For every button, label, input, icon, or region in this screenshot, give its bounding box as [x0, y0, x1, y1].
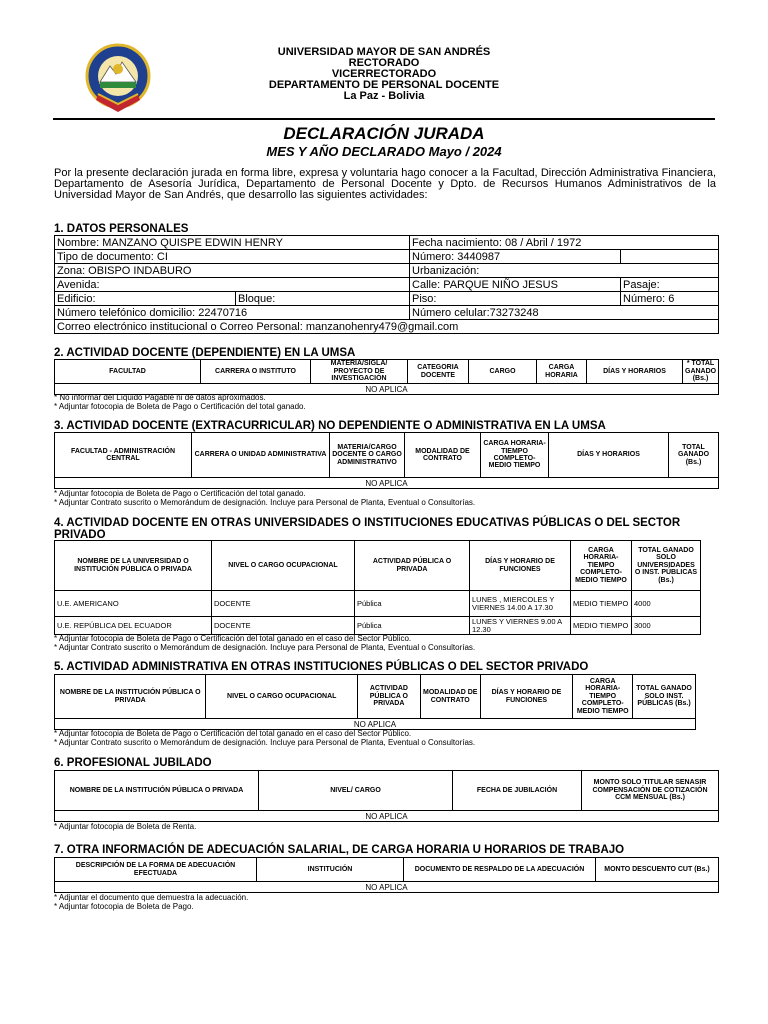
field-numero: Número: 6 — [621, 292, 719, 306]
no-aplica: NO APLICA — [55, 719, 696, 730]
col-header: ACTIVIDAD PÚBLICA O PRIVADA — [357, 675, 420, 719]
col-header: INSTITUCIÓN — [257, 858, 404, 882]
section-6-title: 6. PROFESIONAL JUBILADO — [54, 757, 212, 769]
col-header: DÍAS Y HORARIOS — [549, 433, 669, 478]
col-header: ACTIVIDAD PÚBLICA O PRIVADA — [355, 541, 470, 591]
note: * Adjuntar fotocopia de Boleta de Pago o Certificación del total ganado en el caso del Sector Público. — [54, 634, 412, 643]
col-header: NOMBRE DE LA INSTITUCIÓN PÚBLICA O PRIVADA — [55, 771, 259, 811]
field-tipo-documento: Tipo de documento: CI — [55, 250, 410, 264]
col-header: MODALIDAD DE CONTRATO — [405, 433, 481, 478]
note: * Adjuntar fotocopia de Boleta de Pago o Certificación del total ganado. — [54, 401, 306, 411]
col-header: MODALIDAD DE CONTRATO — [420, 675, 480, 719]
section-1-title: 1. DATOS PERSONALES — [54, 223, 189, 235]
no-aplica: NO APLICA — [55, 882, 719, 893]
table-cell: 3000 — [632, 617, 701, 635]
document-title: DECLARACIÓN JURADA — [283, 124, 485, 143]
col-header: NIVEL O CARGO OCUPACIONAL — [206, 675, 357, 719]
no-aplica: NO APLICA — [55, 384, 719, 395]
table-cell: LUNES , MIERCOLES Y VIERNES 14.00 A 17.30 — [470, 591, 571, 617]
note: * Adjuntar fotocopia de Boleta de Pago o Certificación del total ganado en el caso del Sector Público. — [54, 729, 412, 738]
col-header: CARGA HORARIA- TIEMPO COMPLETO- MEDIO TIEMPO — [571, 541, 632, 591]
field-avenida: Avenida: — [55, 278, 410, 292]
col-header: CARGO — [469, 360, 537, 384]
document-subtitle: MES Y AÑO DECLARADO Mayo / 2024 — [266, 144, 502, 159]
col-header: CARGA HORARIA — [537, 360, 587, 384]
section-3-title: 3. ACTIVIDAD DOCENTE (EXTRACURRICULAR) NO DEPENDIENTE O ADMINISTRATIVA EN LA UMSA — [54, 420, 606, 432]
section-4-table — [54, 540, 701, 635]
col-header: DÍAS Y HORARIOS — [587, 360, 683, 384]
field-bloque: Bloque: — [236, 292, 410, 306]
field-piso: Piso: — [410, 292, 621, 306]
field-numero-documento: Número: 3440987 — [410, 250, 621, 264]
note: * Adjuntar Contrato suscrito o Memorándum de designación. Incluye para Personal de Planta, Eventual o Consultorías. — [54, 642, 476, 652]
field-celular: Número celular:73273248 — [410, 306, 719, 320]
note: * Adjuntar fotocopia de Boleta de Pago. — [54, 901, 194, 911]
note: * No informar del Líquido Pagable ni de datos aproximados. — [54, 393, 266, 402]
note: * Adjuntar fotocopia de Boleta de Pago o Certificación del total ganado. — [54, 489, 306, 498]
col-header: CARGA HORARIA- TIEMPO COMPLETO- MEDIO TIEMPO — [481, 433, 549, 478]
header-vicerrectorado: VICERRECTORADO — [331, 68, 437, 80]
col-header: FACULTAD — [55, 360, 201, 384]
col-header: TOTAL GANADO (Bs.) — [669, 433, 719, 478]
note: * Adjuntar el documento que demuestra la adecuación. — [54, 893, 249, 902]
table-cell: 4000 — [632, 591, 701, 617]
table-cell: LUNES Y VIERNES 9.00 A 12.30 — [470, 617, 571, 635]
table-cell: DOCENTE — [212, 591, 355, 617]
col-header: MATERIA/CARGO DOCENTE O CARGO ADMINISTRATIVO — [330, 433, 405, 478]
table-cell: MEDIO TIEMPO — [571, 591, 632, 617]
col-header: CARGA HORARIA- TIEMPO COMPLETO- MEDIO TIEMPO — [573, 675, 633, 719]
table-cell: Pública — [355, 617, 470, 635]
no-aplica: NO APLICA — [55, 478, 719, 489]
section-5-title: 5. ACTIVIDAD ADMINISTRATIVA EN OTRAS INSTITUCIONES PÚBLICAS O DEL SECTOR PRIVADO — [54, 661, 589, 673]
section-2-title: 2. ACTIVIDAD DOCENTE (DEPENDIENTE) EN LA UMSA — [54, 347, 356, 359]
section-7-table — [54, 857, 719, 893]
col-header: CARRERA O INSTITUTO — [201, 360, 311, 384]
col-header: TOTAL GANADO SOLO INST. PÚBLICAS (Bs.) — [633, 675, 696, 719]
table-cell: Pública — [355, 591, 470, 617]
table-cell: MEDIO TIEMPO — [571, 617, 632, 635]
col-header: CATEGORIA DOCENTE — [408, 360, 469, 384]
col-header: MONTO SOLO TITULAR SENASIR COMPENSACIÓN DE COTIZACIÓN CCM MENSUAL (Bs.) — [582, 771, 719, 811]
col-header: CARRERA O UNIDAD ADMINISTRATIVA — [192, 433, 330, 478]
col-header: NOMBRE DE LA UNIVERSIDAD O INSTITUCIÓN PÚBLICA O PRIVADA — [55, 541, 212, 591]
col-header: TOTAL GANADO SOLO UNIVERSIDADES O INST. PÚBLICAS (Bs.) — [632, 541, 701, 591]
col-header: MATERIA/SIGLA/ PROYECTO DE INVESTIGACIÓN — [311, 360, 408, 384]
col-header: DOCUMENTO DE RESPALDO DE LA ADECUACIÓN — [404, 858, 596, 882]
header-rectorado: RECTORADO — [348, 57, 420, 69]
section-6-table — [54, 770, 719, 822]
field-zona: Zona: OBISPO INDABURO — [55, 264, 410, 278]
header-divider — [53, 118, 715, 120]
header-department: DEPARTAMENTO DE PERSONAL DOCENTE — [268, 79, 500, 91]
personal-data-table — [54, 235, 719, 334]
field-urbanizacion: Urbanización: — [410, 264, 719, 278]
intro-paragraph: Por la presente declaración jurada en forma libre, expresa y voluntaria hago conocer a la Facultad, Dirección Administrativa Financiera, Departamento de Asesoría Jurídica, Departamento de Personal Docente y Dpto. de Recursos Humanos Administrativos de la Universidad Mayor de San Andrés, que desarrollo las siguientes actividades: — [54, 167, 716, 202]
header-location: La Paz - Bolivia — [343, 90, 425, 102]
empty-cell — [621, 250, 719, 264]
col-header: FACULTAD - ADMINISTRACIÓN CENTRAL — [55, 433, 192, 478]
table-cell: DOCENTE — [212, 617, 355, 635]
note: * Adjuntar Contrato suscrito o Memorándum de designación. Incluye para Personal de Planta, Eventual o Consultorías. — [54, 497, 476, 507]
section-5-table — [54, 674, 696, 730]
field-fecha-nacimiento: Fecha nacimiento: 08 / Abril / 1972 — [410, 236, 719, 250]
note: * Adjuntar Contrato suscrito o Memorándum de designación. Incluye para Personal de Planta, Eventual o Consultorías. — [54, 737, 476, 747]
col-header: DÍAS Y HORARIO DE FUNCIONES — [470, 541, 571, 591]
field-correo: Correo electrónico institucional o Correo Personal: manzanohenry479@gmail.com — [55, 320, 719, 334]
no-aplica: NO APLICA — [55, 811, 719, 822]
table-cell: U.E. AMERICANO — [55, 591, 212, 617]
section-2-table — [54, 359, 719, 395]
col-header: DESCRIPCIÓN DE LA FORMA DE ADECUACIÓN EFECTUADA — [55, 858, 257, 882]
field-edificio: Edificio: — [55, 292, 236, 306]
field-pasaje: Pasaje: — [621, 278, 719, 292]
field-nombre: Nombre: MANZANO QUISPE EDWIN HENRY — [55, 236, 410, 250]
col-header: NIVEL/ CARGO — [259, 771, 453, 811]
col-header: DÍAS Y HORARIO DE FUNCIONES — [480, 675, 573, 719]
section-3-table — [54, 432, 719, 489]
col-header: NOMBRE DE LA INSTITUCIÓN PÚBLICA O PRIVADA — [55, 675, 206, 719]
section-7-title: 7. OTRA INFORMACIÓN DE ADECUACIÓN SALARIAL, DE CARGA HORARIA U HORARIOS DE TRABAJO — [54, 844, 625, 856]
col-header: NIVEL O CARGO OCUPACIONAL — [212, 541, 355, 591]
col-header: * TOTAL GANADO (Bs.) — [683, 360, 719, 384]
note: * Adjuntar fotocopia de Boleta de Renta. — [54, 822, 197, 831]
header-university: UNIVERSIDAD MAYOR DE SAN ANDRÉS — [277, 46, 491, 58]
section-4-title: 4. ACTIVIDAD DOCENTE EN OTRAS UNIVERSIDADES O INSTITUCIONES EDUCATIVAS PÚBLICAS O DEL SECTOR PRIVADO — [54, 517, 681, 541]
field-calle: Calle: PARQUE NIÑO JESUS — [410, 278, 621, 292]
table-cell: U.E. REPÚBLICA DEL ECUADOR — [55, 617, 212, 635]
field-telefono: Número telefónico domicilio: 22470716 — [55, 306, 410, 320]
col-header: FECHA DE JUBILACIÓN — [453, 771, 582, 811]
col-header: MONTO DESCUENTO CUT (Bs.) — [596, 858, 719, 882]
